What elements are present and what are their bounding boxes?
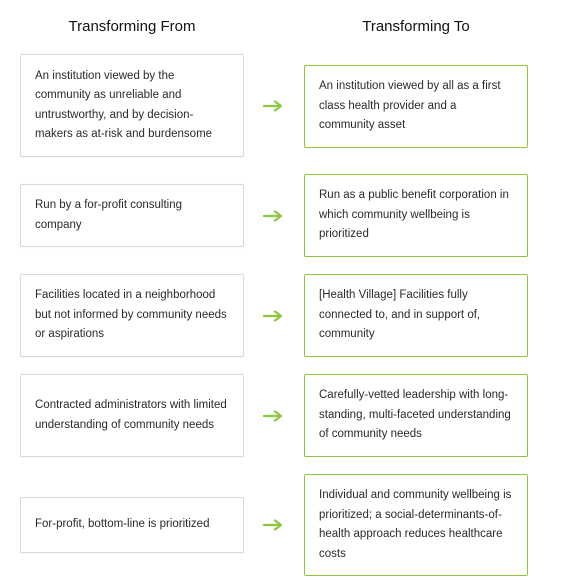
from-card-text: For-profit, bottom-line is prioritized: [35, 518, 210, 531]
arrow-right-icon: [263, 100, 285, 112]
from-card-facilities: [20, 274, 244, 357]
arrow-right-icon: [263, 310, 285, 322]
arrow-right-icon: [263, 410, 285, 422]
from-card-administrators: [20, 374, 244, 457]
from-column-header: Transforming From: [68, 18, 196, 35]
to-card-text: Individual and community wellbeing is prioritized; a social-determinants-of-health approach reduces healthcare costs: [319, 489, 512, 560]
to-column-header: Transforming To: [362, 18, 470, 35]
from-card-text: Run by a for-profit consulting company: [35, 199, 183, 231]
to-card-leadership: [304, 374, 528, 457]
to-card-institution-view: [304, 65, 528, 148]
to-card-text: Carefully-vetted leadership with long-standing, multi-faceted understanding of community needs: [319, 389, 511, 441]
from-card-text: Contracted administrators with limited understanding of community needs: [35, 399, 227, 431]
to-card-text: An institution viewed by all as a first class health provider and a community asset: [319, 80, 501, 132]
to-card-wellbeing: [304, 474, 528, 576]
from-card-text: An institution viewed by the community as unreliable and untrustworthy, and by decision-makers as at-risk and burdensome: [35, 69, 213, 140]
from-card-institution-view: [20, 54, 244, 157]
to-card-text: [Health Village] Facilities fully connected to, and in support of, community: [319, 289, 481, 341]
from-card-for-profit: [20, 497, 244, 553]
from-card-operator: [20, 184, 244, 247]
to-card-facilities: [304, 274, 528, 357]
to-card-operator: [304, 174, 528, 257]
arrow-right-icon: [263, 210, 285, 222]
to-card-text: Run as a public benefit corporation in which community wellbeing is prioritized: [319, 189, 509, 241]
from-card-text: Facilities located in a neighborhood but not informed by community needs or aspirations: [35, 289, 227, 341]
arrow-right-icon: [263, 519, 285, 531]
